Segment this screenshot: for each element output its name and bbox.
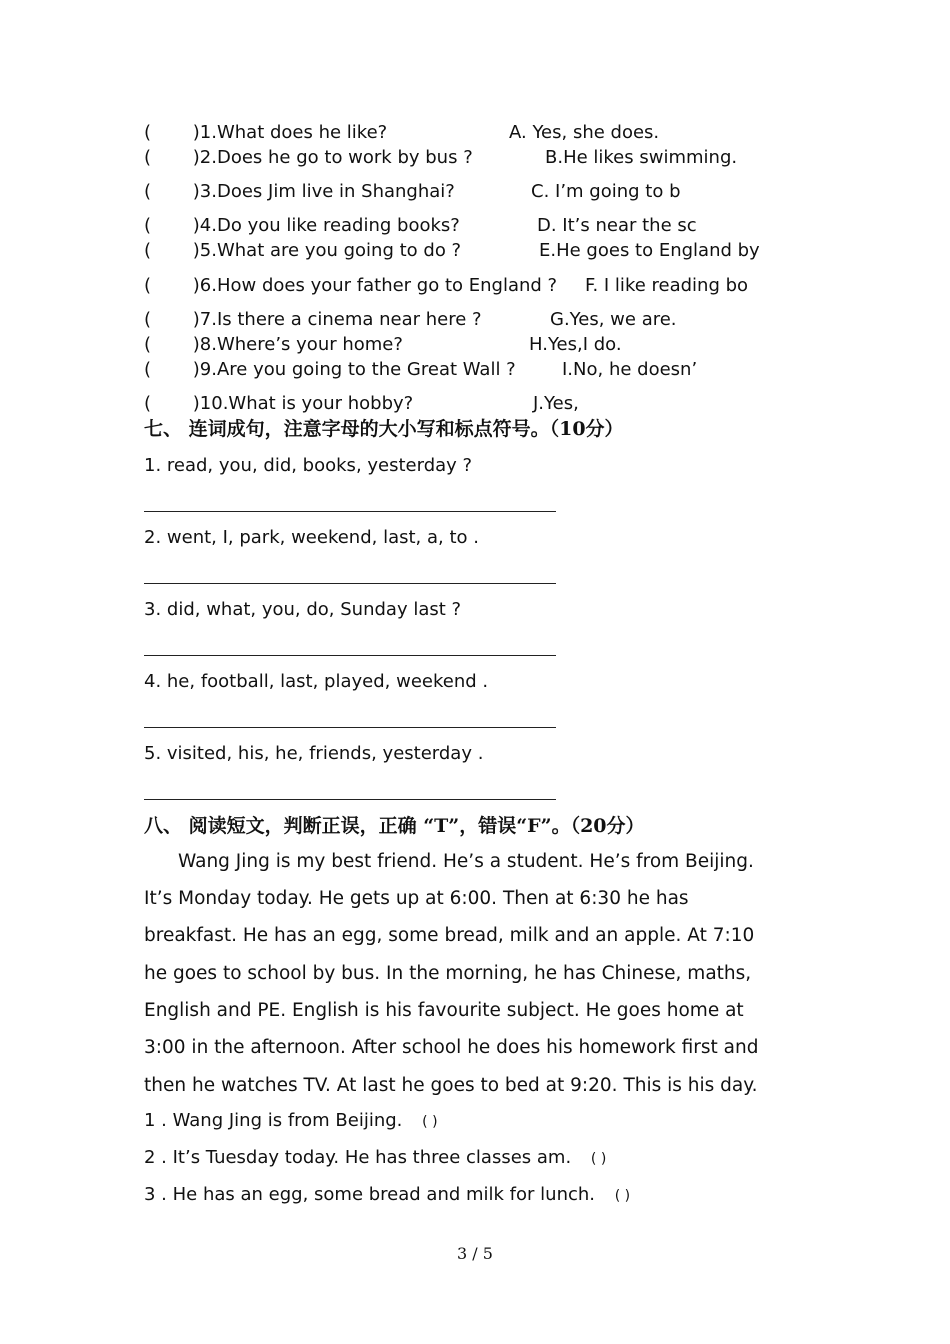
paren-close: ) [192,334,200,355]
paren-close: ) [192,215,200,236]
section-8-title: 八、 阅读短文，判断正误，正确 “T”，错误“F”。（20分） [144,815,645,837]
tf-question-text: 2 . It’s Tuesday today. He has three classes am. [144,1147,572,1168]
passage-line-2: It’s Monday today. He gets up at 6:00. Then at 6:30 he has [144,888,689,909]
answer-option-g: G.Yes, we are. [550,309,677,330]
paren-close: ) [192,359,200,380]
paren-close: ) [192,275,200,296]
sentence-item-2: 2. went, I, park, weekend, last, a, to . [144,527,479,548]
passage-line-4: he goes to school by bus. In the morning, he has Chinese, maths, [144,963,752,984]
sentence-item-1: 1. read, you, did, books, yesterday ? [144,455,473,476]
passage-line-1: Wang Jing is my best friend. He’s a student. He’s from Beijing. [178,851,754,872]
sentence-item-4: 4. he, football, last, played, weekend . [144,671,489,692]
answer-option-e: E.He goes to England by [539,240,760,261]
match-row-5 [144,240,461,262]
match-row-9 [144,359,516,381]
paren-close: ) [192,181,200,202]
question-text: 7.Is there a cinema near here ? [199,309,482,330]
tf-question-text: 1 . Wang Jing is from Beijing. [144,1110,403,1131]
match-row-2 [144,147,473,169]
answer-option-f: F. I like reading bo [585,275,749,296]
passage-line-7: then he watches TV. At last he goes to bed at 9:20. This is his day. [144,1075,758,1096]
answer-option-c: C. I’m going to b [531,181,681,202]
answer-line-2[interactable] [144,583,556,584]
paren-close: ) [192,122,200,143]
section-7-title: 七、 连词成句，注意字母的大小写和标点符号。（10分） [144,418,624,440]
answer-blank[interactable]: ( ) [590,1151,607,1167]
answer-option-b: B.He likes swimming. [545,147,738,168]
paren-open: ( [144,393,152,414]
paren-close: ) [192,309,200,330]
question-text: 8.Where’s your home? [199,334,403,355]
paren-open: ( [144,215,152,236]
paren-open: ( [144,275,152,296]
passage-line-6: 3:00 in the afternoon. After school he does his homework first and [144,1037,759,1058]
paren-close: ) [192,240,200,261]
answer-line-3[interactable] [144,655,556,656]
question-text: 4.Do you like reading books? [199,215,460,236]
sentence-item-5: 5. visited, his, he, friends, yesterday . [144,743,484,764]
answer-line-4[interactable] [144,727,556,728]
page-number: 3 / 5 [457,1244,493,1263]
match-row-6 [144,275,557,297]
passage-line-3: breakfast. He has an egg, some bread, milk and an apple. At 7:10 [144,925,755,946]
answer-option-j: J.Yes, [533,393,579,414]
answer-line-1[interactable] [144,511,556,512]
paren-open: ( [144,359,152,380]
answer-line-5[interactable] [144,799,556,800]
paren-open: ( [144,240,152,261]
paren-close: ) [192,147,200,168]
match-row-3 [144,181,455,203]
answer-option-i: I.No, he doesn’ [562,359,698,380]
question-text: 9.Are you going to the Great Wall ? [199,359,516,380]
answer-blank[interactable]: ( ) [422,1114,438,1130]
paren-open: ( [144,147,152,168]
passage-line-5: English and PE. English is his favourite subject. He goes home at [144,1000,744,1021]
question-text: 10.What is your hobby? [199,393,414,414]
tf-question-text: 3 . He has an egg, some bread and milk for lunch. [144,1184,596,1205]
question-text: 1.What does he like? [199,122,388,143]
paren-open: ( [144,181,152,202]
tf-question-2 [144,1147,606,1170]
paren-close: ) [192,393,200,414]
question-text: 3.Does Jim live in Shanghai? [199,181,455,202]
question-text: 5.What are you going to do ? [199,240,462,261]
answer-blank[interactable]: ( ) [614,1188,631,1204]
tf-question-1 [144,1110,438,1133]
match-row-4 [144,215,460,237]
match-row-7 [144,309,482,331]
paren-open: ( [144,309,152,330]
answer-option-h: H.Yes,I do. [529,334,622,355]
paren-open: ( [144,334,152,355]
tf-question-3 [144,1184,630,1207]
sentence-item-3: 3. did, what, you, do, Sunday last ? [144,599,462,620]
answer-option-d: D. It’s near the sc [537,215,697,236]
question-text: 6.How does your father go to England ? [199,275,558,296]
paren-open: ( [144,122,152,143]
question-text: 2.Does he go to work by bus ? [199,147,473,168]
match-row-1 [144,122,387,144]
match-row-10 [144,393,413,415]
answer-option-a: A. Yes, she does. [509,122,660,143]
match-row-8 [144,334,403,356]
